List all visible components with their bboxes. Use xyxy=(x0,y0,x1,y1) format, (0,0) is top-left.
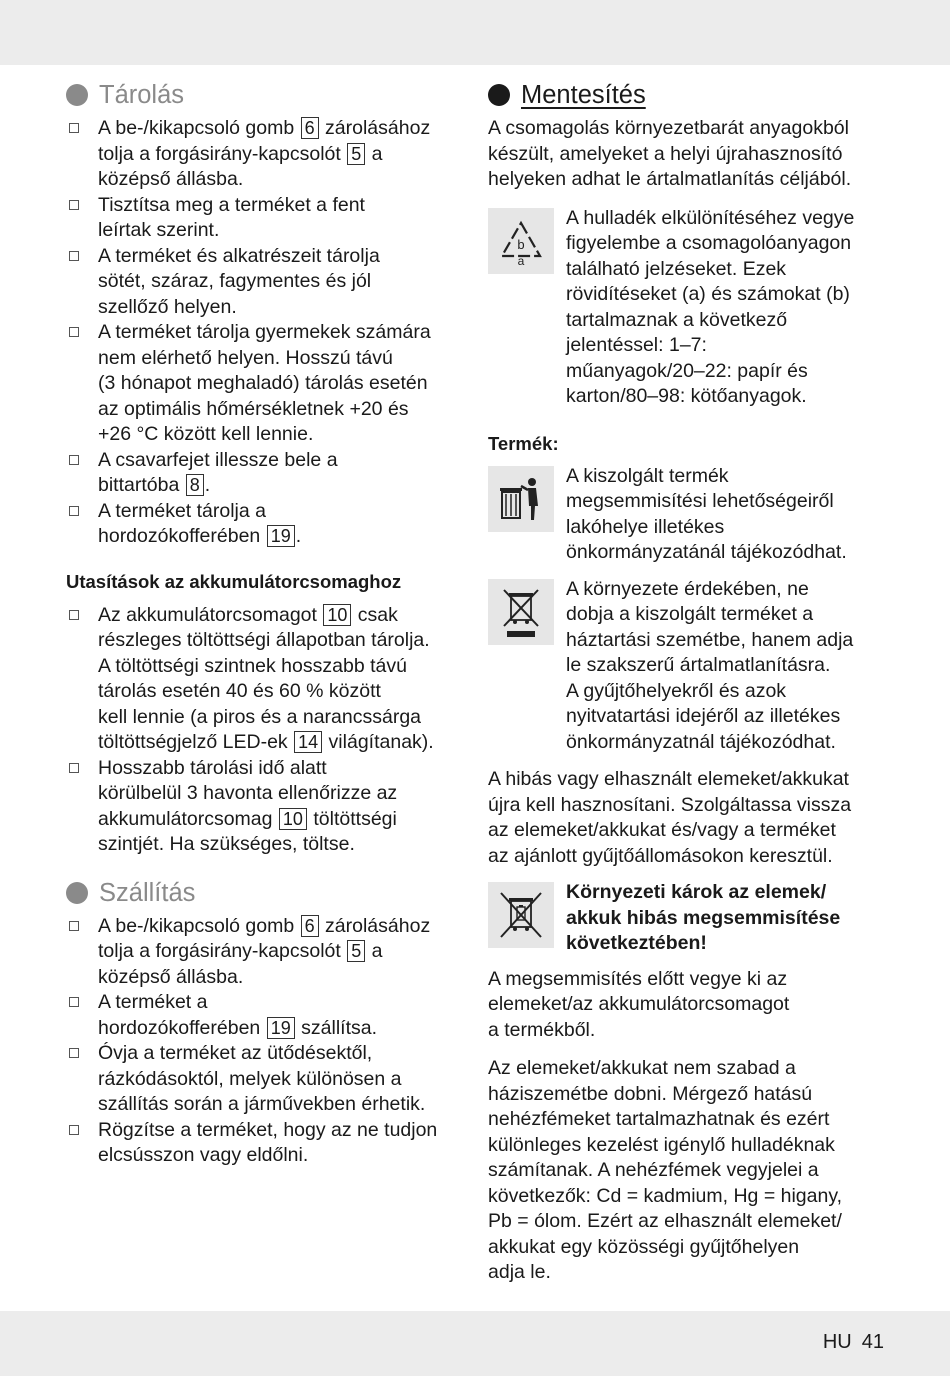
recycle-code-b: b xyxy=(517,236,525,252)
checkbox-square-icon xyxy=(69,610,79,620)
bullet-dot-icon xyxy=(66,84,88,106)
list-item: A terméket és alkatrészeit tárolja sötét, száraz, fagymentes és jól szellőző helyen. xyxy=(66,244,466,321)
list-item: A be-/kikapcsoló gomb 6 zárolásához tolja a forgásirány-kapcsolót 5 a középső állásba. xyxy=(66,116,466,193)
warning-text: Környezeti károk az elemek/ akkuk hibás megsemmisítése következtében! xyxy=(566,881,841,954)
page-number xyxy=(823,1331,884,1354)
ref-number: 6 xyxy=(301,117,319,139)
bullet-dot-icon xyxy=(488,84,510,106)
ref-number: 19 xyxy=(267,1017,295,1039)
weee-block xyxy=(488,577,888,756)
crossed-bin-battery-icon xyxy=(488,882,554,948)
page-count: 41 xyxy=(861,1331,884,1353)
crossed-bin-icon xyxy=(488,579,554,645)
list-item: Rögzítse a terméket, hogy az ne tudjon elcsússzon vagy eldőlni. xyxy=(66,1118,466,1169)
footer-band xyxy=(0,1311,950,1376)
list-item: A csavarfejet illessze bele a bittartóba 8 . xyxy=(66,448,466,499)
trash-person-icon xyxy=(488,466,554,532)
remove-paragraph: A megsemmisítés előtt vegye ki az elemeket/az akkumulátorcsomagot a termékből. xyxy=(488,967,790,1041)
recycling-text: A hulladék elkülönítéséhez vegye figyelembe a csomagolóanyagon található jelzéseket. Ezek rövidítéseket (a) és számokat (b) tartalmaznak a következő jelentéssel: 1–7: műanyagok/20–22: papír és karton/80–98: kötőanyagok. xyxy=(566,206,855,407)
list-item: A terméket tárolja a hordozókofferében 19 . xyxy=(66,499,466,550)
language-code: HU xyxy=(822,1331,852,1353)
toxic-paragraph: Az elemeket/akkukat nem szabad a háziszemétbe dobni. Mérgező hatású nehézfémeket tartalmazhatnak és ezért különleges kezelést igénylő hulladéknak számítanak. A nehézfémek vegyjelei a következők: Cd = kadmium, Hg = higany, Pb = ólom. Ezért az elhasznált elemeket/ akkukat egy közösségi gyűjtőhelyen adja le. xyxy=(488,1057,843,1283)
intro-paragraph: A csomagolás környezetbarát anyagokból készült, amelyeket a helyi újrahasznosító helyeken adhat le ártalmatlanítás céljából. xyxy=(488,117,852,190)
checkbox-square-icon xyxy=(69,763,79,773)
checkbox-square-icon xyxy=(69,455,79,465)
list-item: A be-/kikapcsoló gomb 6 zárolásához tolja a forgásirány-kapcsolót 5 a középső állásba. xyxy=(66,914,466,991)
battery-heading: Utasítások az akkumulátorcsomaghoz xyxy=(66,570,402,592)
storage-heading: Tárolás xyxy=(66,78,466,112)
ref-number: 8 xyxy=(186,474,204,496)
ref-number: 10 xyxy=(323,604,351,626)
warning-block xyxy=(488,880,888,957)
checkbox-square-icon xyxy=(69,327,79,337)
ref-number: 10 xyxy=(279,808,307,830)
left-column xyxy=(66,78,466,1169)
right-column xyxy=(488,78,888,1286)
list-item: A terméket tárolja gyermekek számára nem elérhető helyen. Hosszú távú (3 hónapot meghaladó) tárolás esetén az optimális hőmérsékletnek +20 és +26 °C között kell lennie. xyxy=(66,320,466,448)
battery-list xyxy=(66,603,466,858)
checkbox-square-icon xyxy=(69,506,79,516)
ref-number: 6 xyxy=(301,915,319,937)
transport-list xyxy=(66,914,466,1169)
disposal-heading: Mentesítés xyxy=(488,78,888,112)
product-block xyxy=(488,464,888,566)
list-item: Óvja a terméket az ütődésektől, rázkódásoktól, melyek különösen a szállítás során a járművekben érhetik. xyxy=(66,1041,466,1118)
checkbox-square-icon xyxy=(69,921,79,931)
list-item: Tisztítsa meg a terméket a fent leírtak szerint. xyxy=(66,193,466,244)
checkbox-square-icon xyxy=(69,123,79,133)
transport-heading: Szállítás xyxy=(66,876,466,910)
ref-number: 19 xyxy=(267,525,295,547)
checkbox-square-icon xyxy=(69,1048,79,1058)
bullet-dot-icon xyxy=(66,882,88,904)
checkbox-square-icon xyxy=(69,997,79,1007)
recycling-block xyxy=(488,206,888,410)
recycling-symbol-icon xyxy=(488,208,554,274)
product-text: A kiszolgált termék megsemmisítési lehetőségeiről lakóhelye illetékes önkormányzatánál tájékozódhat. xyxy=(566,464,847,563)
product-label: Termék: xyxy=(488,432,559,454)
ref-number: 5 xyxy=(347,940,365,962)
top-band xyxy=(0,0,950,65)
checkbox-square-icon xyxy=(69,251,79,261)
batteries-paragraph: A hibás vagy elhasznált elemeket/akkukat újra kell hasznosítani. Szolgáltassa vissza az elemeket/akkukat és/vagy a terméket az ajánlott gyűjtőállomásokon keresztül. xyxy=(488,768,852,867)
recycle-code-a: a xyxy=(517,253,525,266)
storage-list xyxy=(66,116,466,550)
list-item: A terméket a hordozókofferében 19 szállítsa. xyxy=(66,990,466,1041)
ref-number: 14 xyxy=(294,731,322,753)
ref-number: 5 xyxy=(347,143,365,165)
checkbox-square-icon xyxy=(69,1125,79,1135)
checkbox-square-icon xyxy=(69,200,79,210)
weee-text: A környezete érdekében, ne dobja a kiszolgált terméket a háztartási szemétbe, hanem adja le szakszerű ártalmatlanításra. A gyűjtőhelyekről és azok nyitvatartási idejéről az illetékes önkormányzatnál tájékozódhat. xyxy=(566,577,854,753)
list-item: Az akkumulátorcsomagot 10 csak részleges töltöttségi állapotban tárolja. A töltöttségi szintnek hosszabb távú tárolás esetén 40 és 60 % között kell lennie (a piros és a narancssárga töltöttségjelző LED-ek 14 világítanak). xyxy=(66,603,466,756)
list-item: Hosszabb tárolási idő alatt körülbelül 3 havonta ellenőrizze az akkumulátorcsomag 10 töltöttségi szintjét. Ha szükséges, töltse. xyxy=(66,756,466,858)
